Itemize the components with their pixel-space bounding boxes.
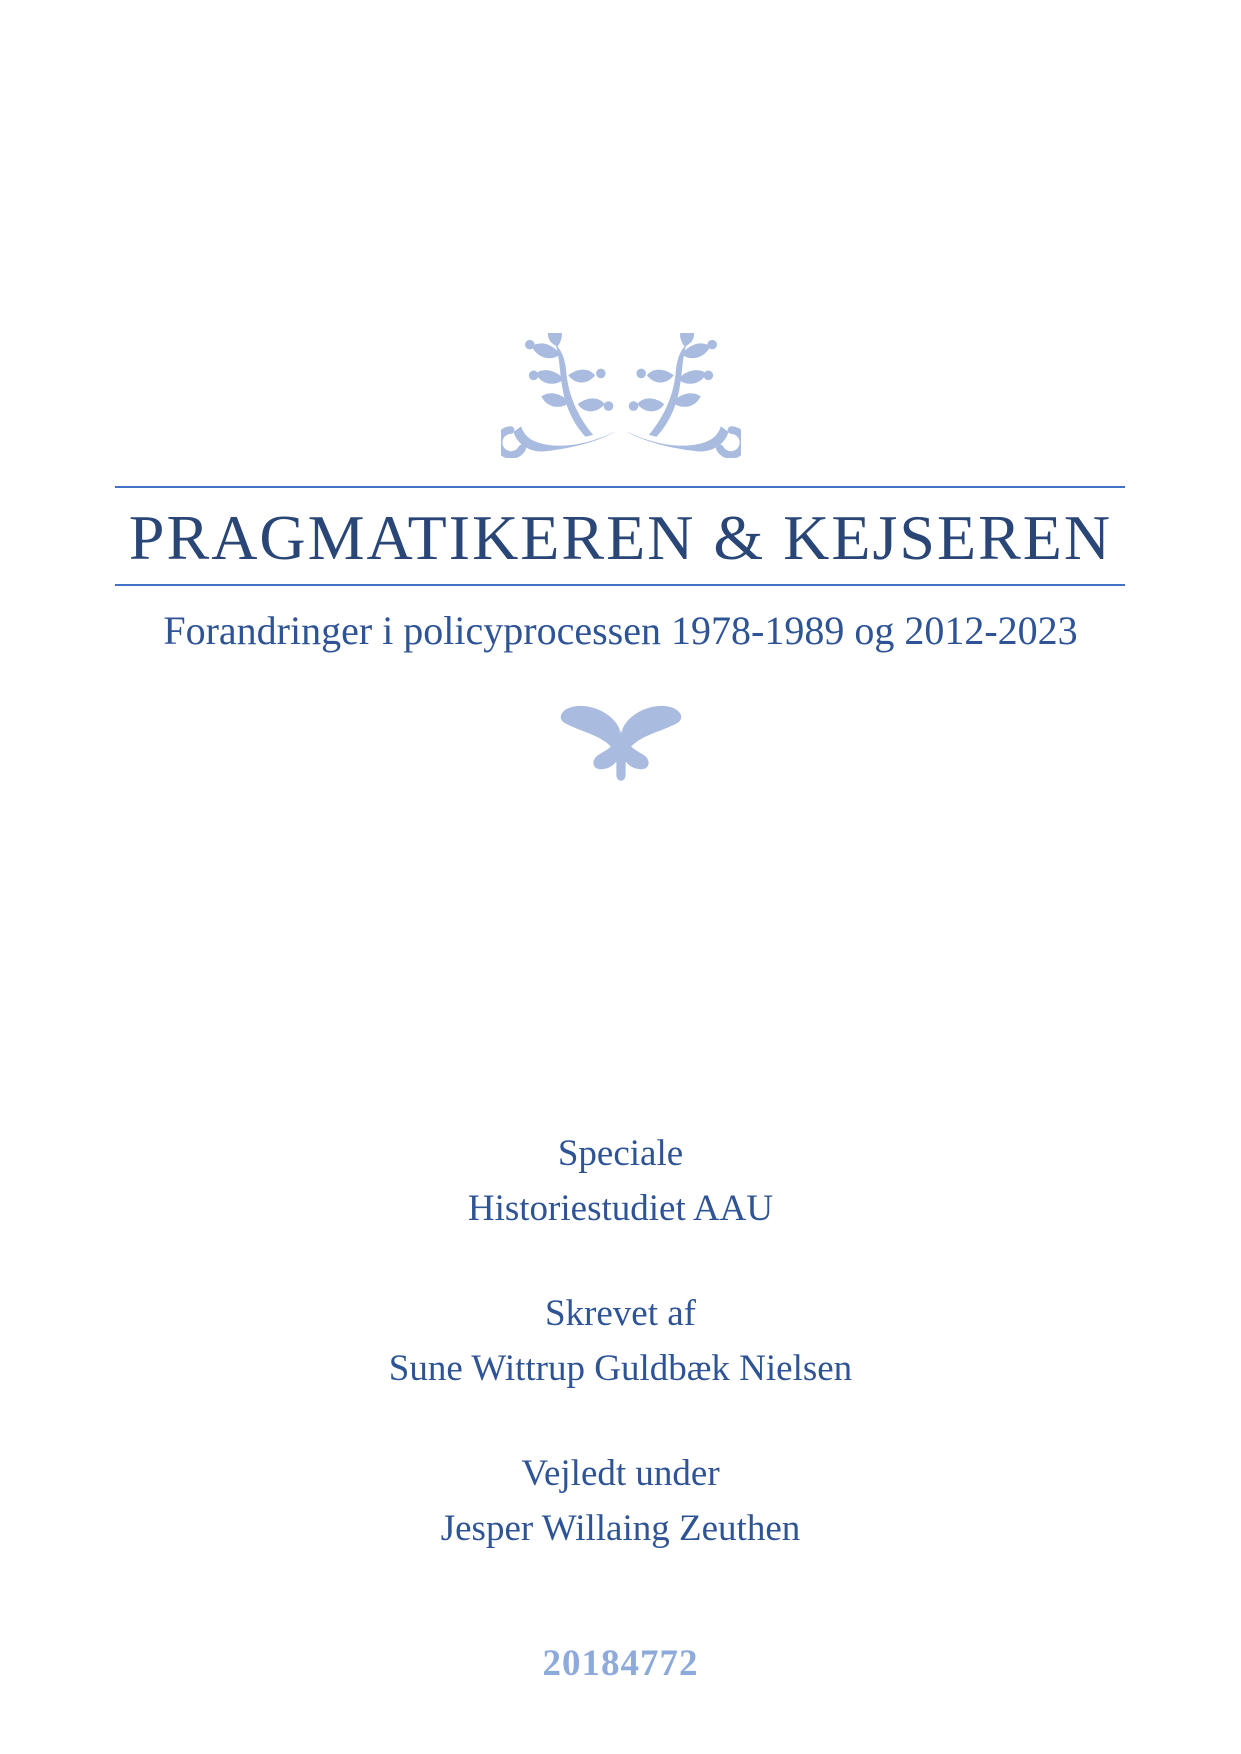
detail-group-author <box>0 1286 1241 1396</box>
student-number: 20184772 <box>542 1643 699 1684</box>
detail-line: Skrevet af <box>544 1293 697 1334</box>
floral-fleuron-icon <box>556 700 686 784</box>
top-ornament <box>0 333 1241 463</box>
page-title: PRAGMATIKEREN & KEJSEREN <box>128 502 1113 573</box>
detail-group-supervisor <box>0 1446 1241 1556</box>
details-block <box>0 1126 1241 1691</box>
title-top-rule <box>115 486 1125 488</box>
page-subtitle: Forandringer i policyprocessen 1978-1989 og 2012-2023 <box>163 608 1078 653</box>
detail-line: Jesper Willaing Zeuthen <box>440 1508 801 1549</box>
detail-line: Vejledt under <box>521 1453 720 1494</box>
detail-line: Sune Wittrup Guldbæk Nielsen <box>388 1348 853 1389</box>
mirrored-floral-flourishes-icon <box>501 333 741 458</box>
detail-line: Historiestudiet AAU <box>467 1188 774 1229</box>
divider-ornament <box>0 700 1241 789</box>
detail-group-speciale <box>0 1126 1241 1236</box>
detail-line: Speciale <box>557 1133 684 1174</box>
title-bottom-rule <box>115 584 1125 586</box>
